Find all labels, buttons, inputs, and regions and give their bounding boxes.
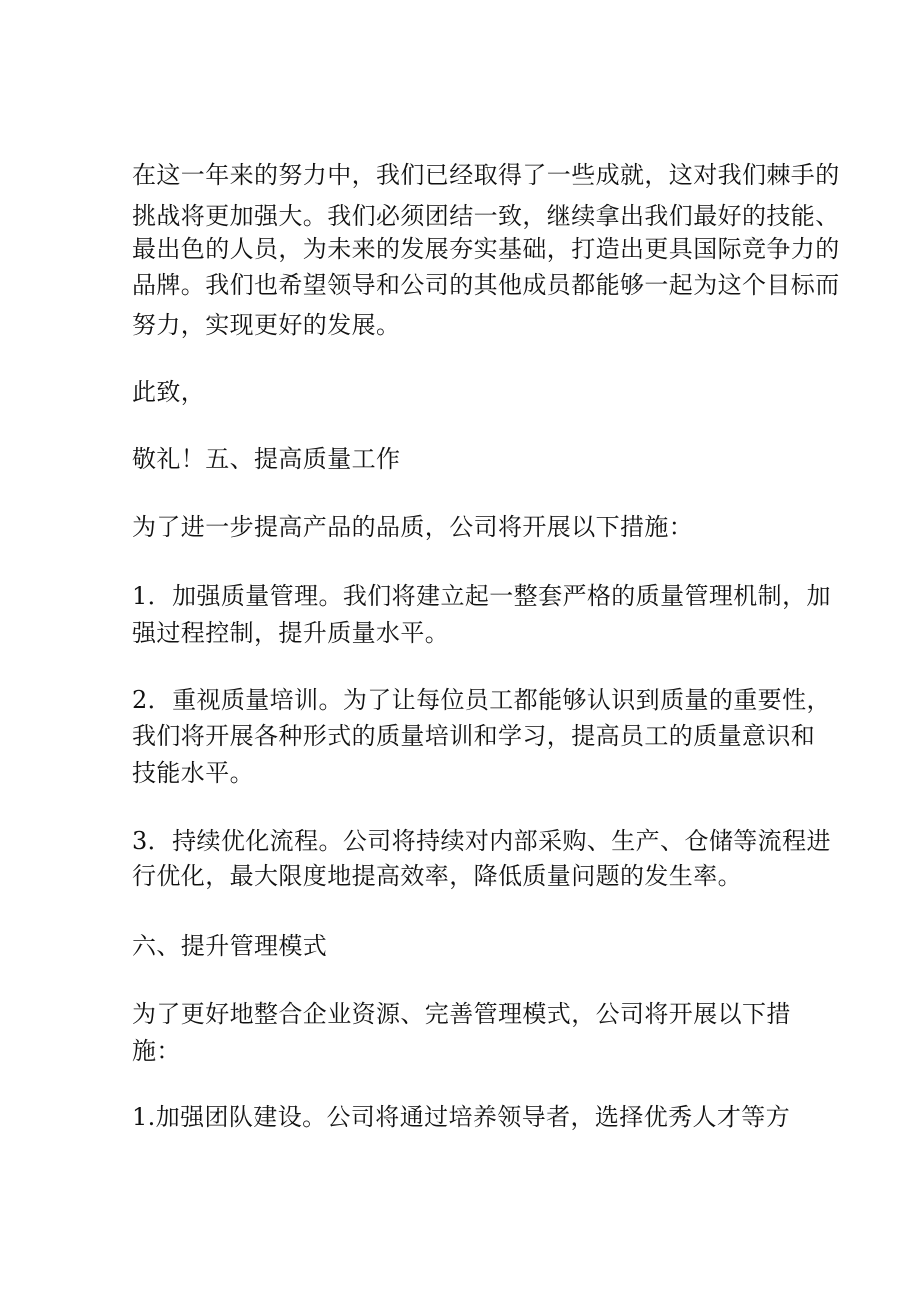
paragraph-line: 在这一年来的努力中，我们已经取得了一些成就，这对我们棘手的 [132, 161, 840, 189]
list-item-line: 行优化，最大限度地提高效率，降低质量问题的发生率。 [132, 862, 742, 890]
list-item-line: 1．加强质量管理。我们将建立起一整套严格的质量管理机制，加 [132, 582, 831, 610]
paragraph-line: 最出色的人员，为未来的发展夯实基础，打造出更具国际竞争力的 [132, 235, 840, 263]
list-item-line: 2．重视质量培训。为了让每位员工都能够认识到质量的重要性， [132, 686, 831, 714]
list-item-line: 技能水平。 [132, 759, 254, 787]
list-item-line: 1.加强团队建设。公司将通过培养领导者，选择优秀人才等方 [132, 1103, 791, 1131]
list-item-line: 3．持续优化流程。公司将持续对内部采购、生产、仓储等流程进 [132, 827, 831, 855]
paragraph-line: 努力，实现更好的发展。 [132, 311, 401, 339]
list-item-line: 强过程控制，提升质量水平。 [132, 619, 450, 647]
section-6-intro-line: 施： [132, 1037, 181, 1065]
section-6-intro-line: 为了更好地整合企业资源、完善管理模式，公司将开展以下措 [132, 1000, 791, 1028]
section-5-heading: 敬礼！五、提高质量工作 [132, 445, 401, 473]
closing-line: 此致， [132, 378, 206, 406]
section-5-intro: 为了进一步提高产品的品质，公司将开展以下措施： [132, 513, 694, 541]
list-item-line: 我们将开展各种形式的质量培训和学习，提高员工的质量意识和 [132, 722, 816, 750]
paragraph-line: 品牌。我们也希望领导和公司的其他成员都能够一起为这个目标而 [132, 271, 840, 299]
paragraph-line: 挑战将更加强大。我们必须团结一致，继续拿出我们最好的技能、 [132, 202, 840, 230]
section-6-heading: 六、提升管理模式 [132, 932, 328, 960]
